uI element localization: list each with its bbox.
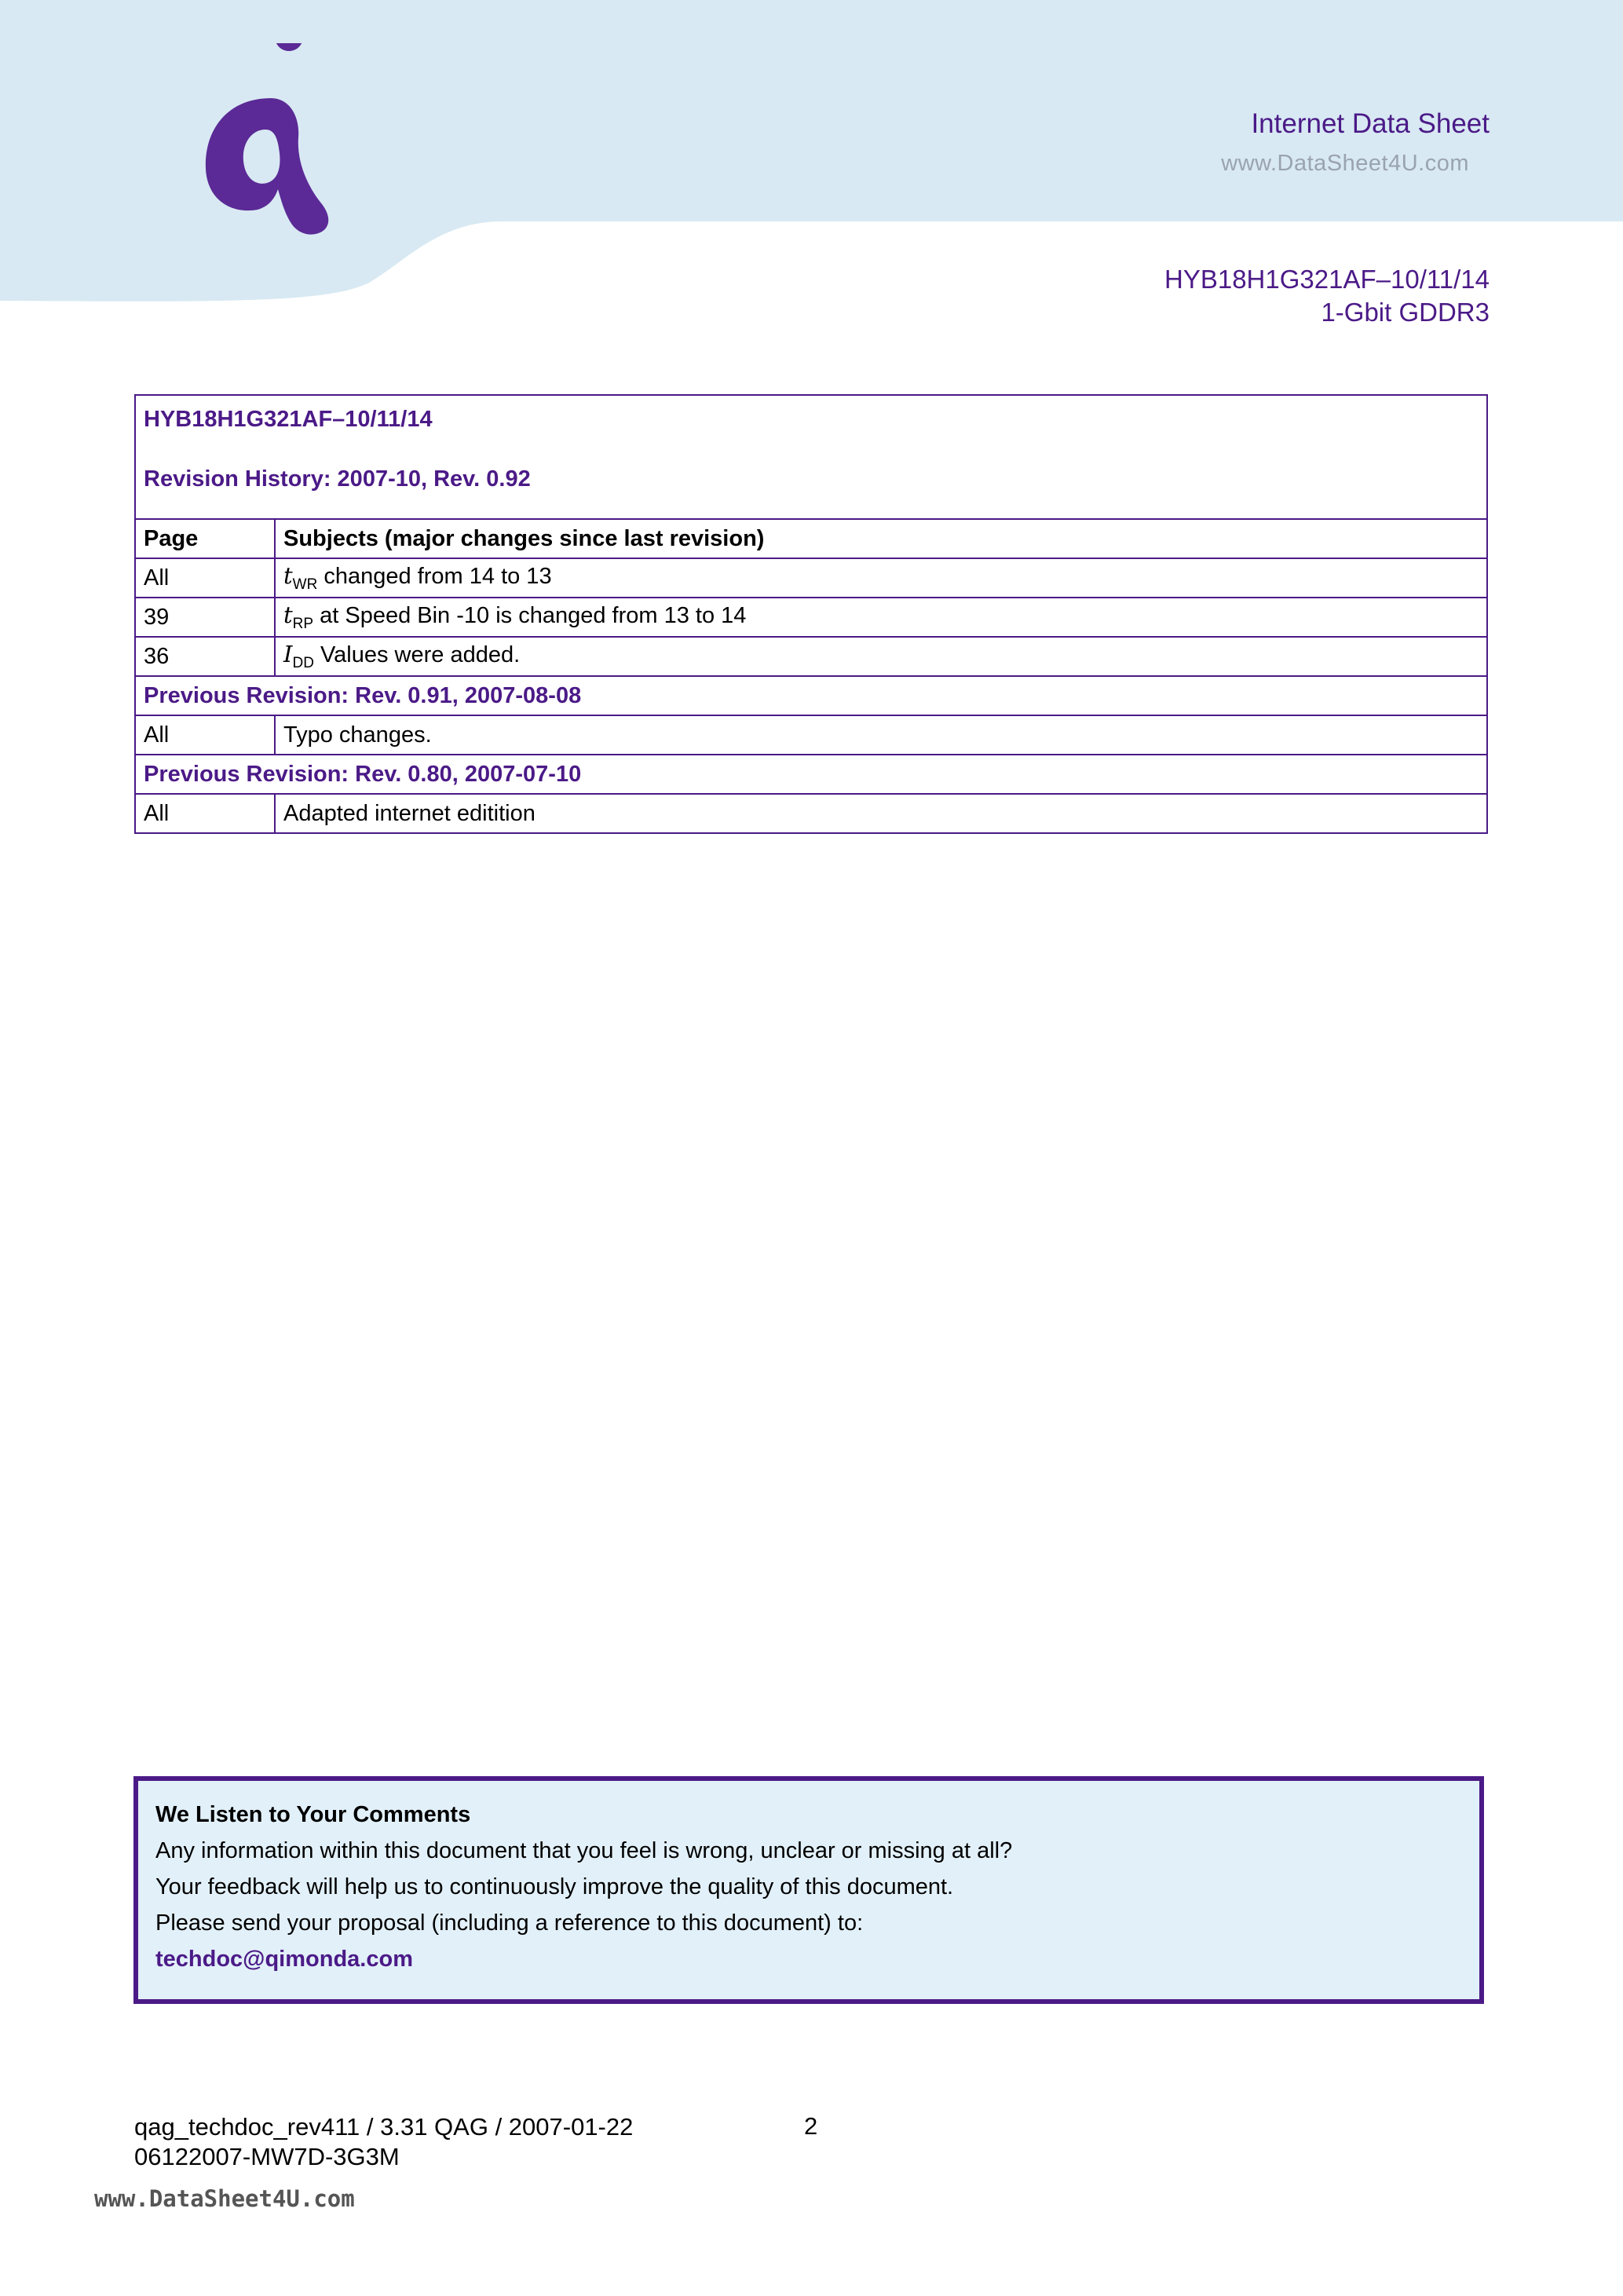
page-number: 2 (804, 2112, 818, 2140)
comments-line-1: Any information within this document that you feel is wrong, unclear or missing at all? (155, 1838, 1013, 1863)
comments-box (133, 1776, 1484, 2004)
table-header-block (135, 395, 1487, 519)
col-page-header: Page (135, 519, 275, 558)
feedback-email-link[interactable]: techdoc@qimonda.com (155, 1947, 413, 1972)
table-row (135, 794, 1487, 833)
doc-type-title: Internet Data Sheet (1251, 108, 1490, 139)
table-row (135, 558, 1487, 598)
comments-line-2: Your feedback will help us to continuously improve the quality of this document. (155, 1874, 954, 1899)
watermark-top: www.DataSheet4U.com (1221, 151, 1469, 176)
previous-revision-row (135, 676, 1487, 715)
comments-title: We Listen to Your Comments (155, 1802, 471, 1827)
table-title-cell (135, 395, 1487, 519)
row-page: All (135, 715, 275, 755)
symbol-subscript: DD (292, 654, 314, 671)
table-product: HYB18H1G321AF–10/11/14 (144, 407, 433, 432)
revision-history-label: Revision History: 2007-10, Rev. 0.92 (144, 466, 531, 492)
footer-line-2: 06122007-MW7D-3G3M (134, 2143, 400, 2170)
row-page: All (135, 558, 275, 598)
previous-revision-label: Previous Revision: Rev. 0.91, 2007-08-08 (135, 676, 1487, 715)
product-subtitle: 1-Gbit GDDR3 (1321, 298, 1490, 327)
symbol: I (283, 641, 293, 668)
symbol: t (283, 601, 293, 629)
subject-text: Values were added. (313, 642, 521, 668)
symbol-subscript: RP (292, 615, 314, 632)
product-name: HYB18H1G321AF–10/11/14 (1164, 265, 1490, 294)
table-row (135, 637, 1487, 676)
previous-revision-row (135, 755, 1487, 794)
revision-history-table (134, 394, 1488, 834)
comments-line-3: Please send your proposal (including a reference to this document) to: (155, 1910, 864, 1936)
footer-info (134, 2112, 633, 2172)
footer-line-1: qag_techdoc_rev411 / 3.31 QAG / 2007-01-22 (134, 2113, 634, 2141)
col-subjects-header: Subjects (major changes since last revision) (275, 519, 1487, 558)
subject-text: changed from 14 to 13 (317, 564, 552, 590)
previous-revision-label: Previous Revision: Rev. 0.80, 2007-07-10 (135, 755, 1487, 794)
row-page: All (135, 794, 275, 833)
row-subject (275, 637, 1487, 676)
symbol: t (283, 562, 293, 590)
symbol-subscript: WR (292, 576, 318, 593)
product-header (1164, 263, 1490, 329)
qimonda-logo-icon (196, 43, 338, 239)
row-subject (275, 558, 1487, 598)
watermark-bottom: www.DataSheet4U.com (94, 2185, 355, 2212)
table-row (135, 715, 1487, 755)
row-page: 36 (135, 637, 275, 676)
row-page: 39 (135, 598, 275, 637)
column-header-row (135, 519, 1487, 558)
row-subject (275, 598, 1487, 637)
row-subject: Adapted internet editition (275, 794, 1487, 833)
subject-text: at Speed Bin -10 is changed from 13 to 14 (313, 603, 747, 629)
table-row (135, 598, 1487, 637)
row-subject: Typo changes. (275, 715, 1487, 755)
